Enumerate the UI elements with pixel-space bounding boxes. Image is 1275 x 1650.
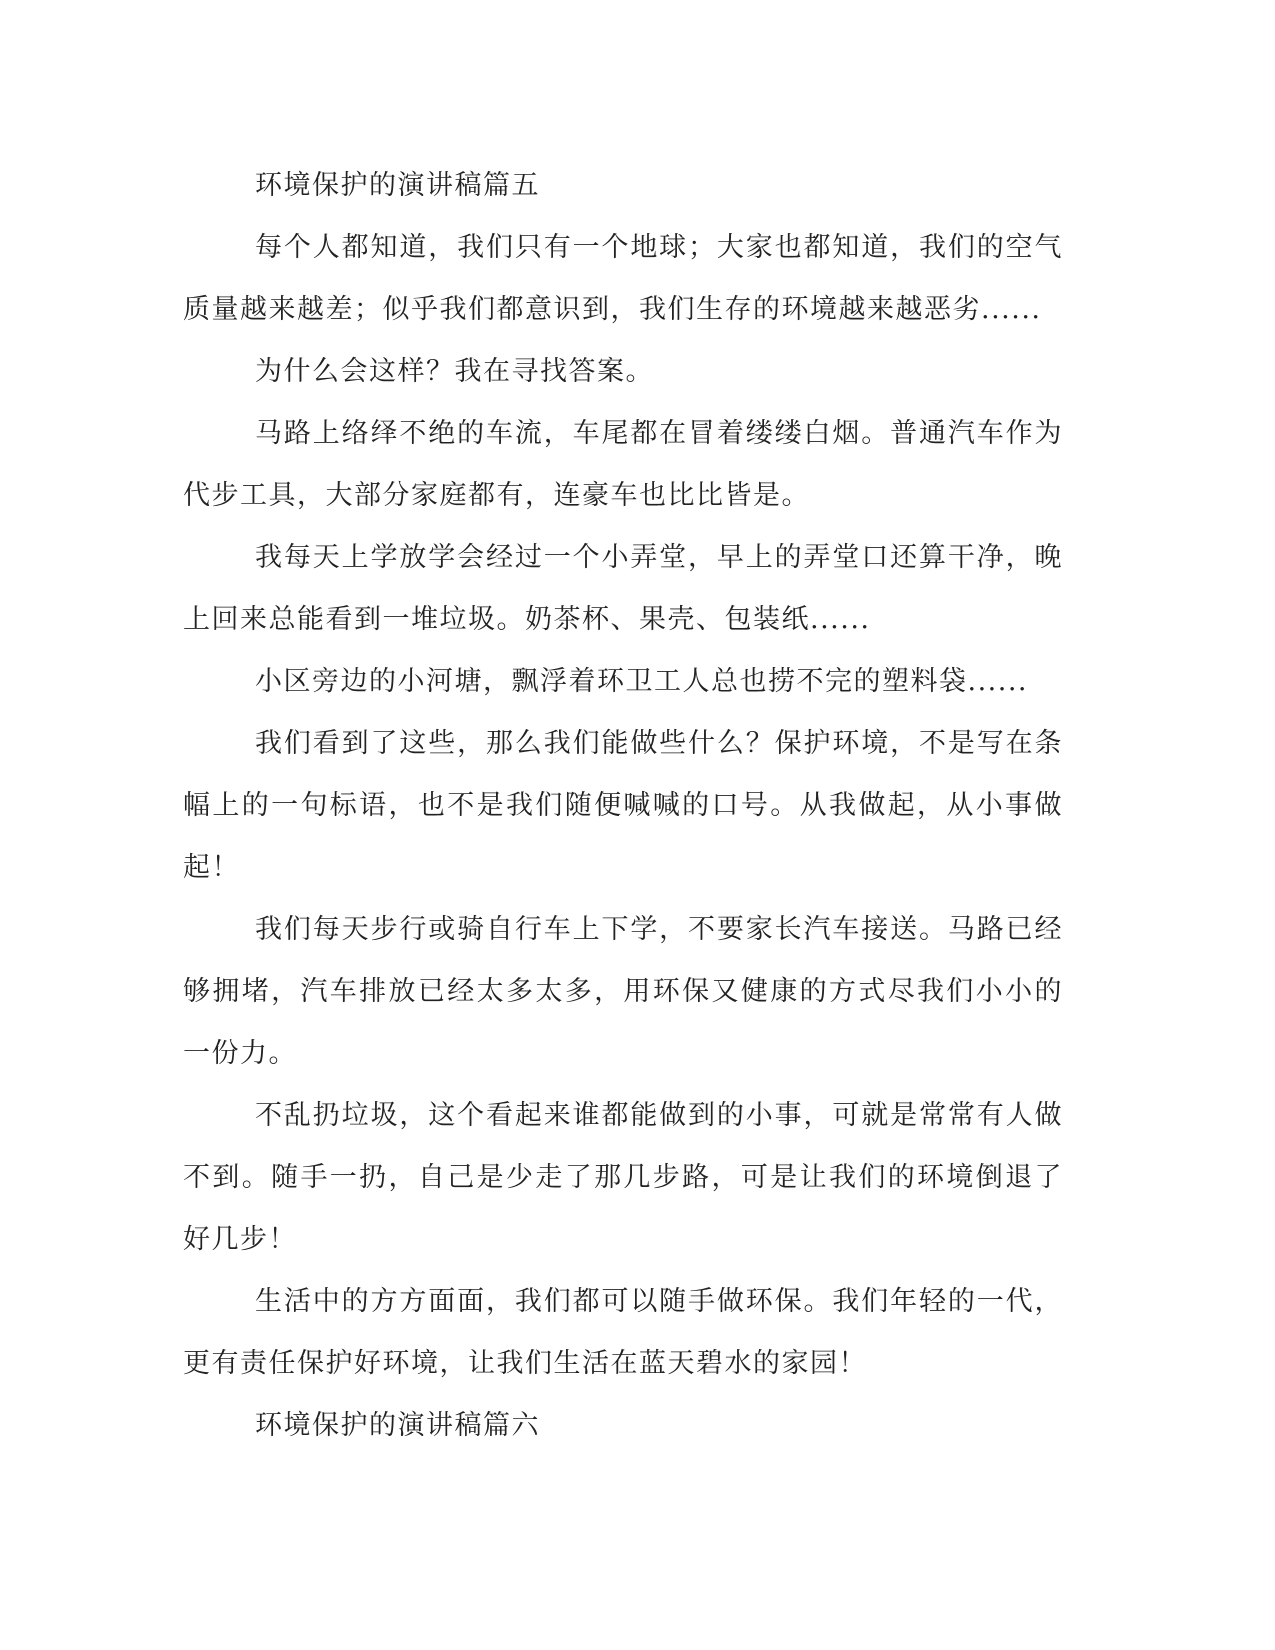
document-page bbox=[183, 155, 1063, 1457]
paragraph-no-littering: 不乱扔垃圾，这个看起来谁都能做到的小事，可就是常常有人做不到。随手一扔，自己是少走了那几步路，可是让我们的环境倒退了好几步！ bbox=[183, 1100, 1063, 1255]
paragraph-young-generation: 生活中的方方面面，我们都可以随手做环保。我们年轻的一代，更有责任保护好环境，让我们生活在蓝天碧水的家园！ bbox=[183, 1286, 1063, 1379]
paragraph-one-earth: 每个人都知道，我们只有一个地球；大家也都知道，我们的空气质量越来越差；似乎我们都意识到，我们生存的环境越来越恶劣...... bbox=[183, 232, 1063, 325]
paragraph-what-can-we-do: 我们看到了这些，那么我们能做些什么？保护环境，不是写在条幅上的一句标语，也不是我们随便喊喊的口号。从我做起，从小事做起！ bbox=[183, 728, 1063, 883]
section-heading-5: 环境保护的演讲稿篇五 bbox=[255, 170, 540, 201]
paragraph-seeking-answer: 为什么会这样？我在寻找答案。 bbox=[255, 356, 654, 387]
paragraph-pond: 小区旁边的小河塘，飘浮着环卫工人总也捞不完的塑料袋...... bbox=[255, 666, 1028, 697]
paragraph-alley-garbage: 我每天上学放学会经过一个小弄堂，早上的弄堂口还算干净，晚上回来总能看到一堆垃圾。奶茶杯、果壳、包装纸...... bbox=[183, 542, 1063, 635]
paragraph-walk-or-bike: 我们每天步行或骑自行车上下学，不要家长汽车接送。马路已经够拥堵，汽车排放已经太多太多，用环保又健康的方式尽我们小小的一份力。 bbox=[183, 914, 1063, 1069]
section-heading-6: 环境保护的演讲稿篇六 bbox=[255, 1410, 540, 1441]
paragraph-traffic: 马路上络绎不绝的车流，车尾都在冒着缕缕白烟。普通汽车作为代步工具，大部分家庭都有，连豪车也比比皆是。 bbox=[183, 418, 1063, 511]
